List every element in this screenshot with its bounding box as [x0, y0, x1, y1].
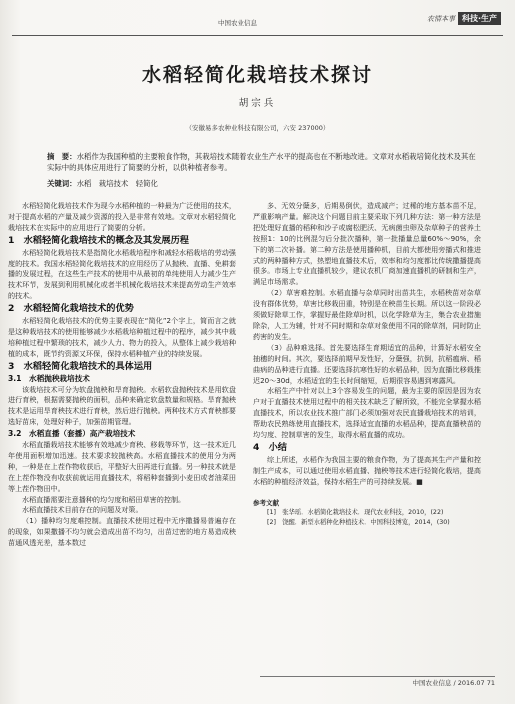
header-column-tag [427, 12, 501, 25]
section-2-heading: 2 水稻轻简化栽培技术的优势 [8, 303, 134, 315]
section-3-2-paragraph: 水稻直播栽培技术能够有效地减少育秧、移栽等环节，这一技术近几年使用面积增加迅速。技术要求较抛秧高。水稻直播技术的使用分为两种，一种是在上茬作物收获后，平整好大田再进行直播。另一种技术就是在上茬作物没有收获前就运用直播技术，将稻种套播到小麦田或者油菜田等上茬作物田中。 [8, 440, 236, 493]
abstract-label: 摘 要： [47, 152, 77, 161]
section-3-2-paragraph-3: 水稻直播技术目前存在的问题及对策。 [22, 505, 143, 515]
section-3-1-paragraph: 该栽培技术可分为软盘抛秧和旱育抛秧。水稻软盘抛秧技术是用软盘进行育秧，根据需要抛秧的面积，品种来确定软盘数量和规格。旱育抛秧技术是运用旱育秧技术进行育秧，然后进行抛秧。两种技术方式育秧都要选好苗床，处理好种子，加强苗期管理。 [8, 384, 236, 427]
article-author: 胡宗兵 [238, 98, 277, 109]
keywords-label: 关键词： [47, 179, 77, 188]
header-journal-name: 中国农业信息 [218, 19, 257, 27]
section-3-heading: 3 水稻轻简化栽培技术的具体运用 [8, 360, 153, 372]
references-heading: 参考文献 [253, 498, 279, 507]
right-paragraph-2: （2）草害难控制。水稻直播与杂草同时出苗共生，水稻秧苗对杂草没有群体优势，草害比移栽田重，特别是在秧苗生长期。所以这一阶段必须做好除草工作，掌握好最佳除草时机，以化学除草为主，集合农业措施除杂，人工为辅，针对不同时期和杂草对象使用不同的除草剂，同时防止药害的发生。 [253, 288, 481, 341]
header-column-name: 农情本事 [426, 14, 455, 23]
section-4-heading: 4 小结 [253, 441, 287, 453]
section-1-paragraph: 水稻轻简化栽培技术是指简化水稻栽培程序和减轻水稻栽培的劳动强度的技术。我国水稻轻简化栽培技术的应用经历了从抛秧、直播、免耕套播的发展过程，在这些生产技术的使用中从最初的单纯使用人力减少生产技术环节，发展到利用机械化或者半机械化栽培技术来提高劳动生产效率的技术。 [8, 247, 236, 301]
article-title: 水稻轻简化栽培技术探讨 [141, 64, 373, 86]
footer-rule [260, 676, 495, 677]
right-paragraph-4: 水稻生产中针对以上3个容易发生的问题，最为主要的原因是因为农户对于直播技术使用过程中的相关技术缺乏了解所致，不能完全掌握水稻直播技术，所以农业技术推广部门必须加强对农民直播栽培技术的培训，帮助农民熟练使用直播技术，选择适宜直播的水稻品种，提高直播秧苗的均匀度、控制草害的发生，取得水稻直播的成功。 [253, 386, 481, 440]
keywords [47, 178, 477, 189]
abstract [47, 151, 477, 173]
section-1-heading: 1 水稻轻简化栽培技术的概念及其发展历程 [8, 234, 189, 246]
section-3-1-heading: 3.1 水稻抛秧栽培技术 [8, 373, 90, 383]
right-paragraph-1: 多、无效分蘖多，后期易倒伏，造成减产；过稀的地方基本苗不足，严重影响产量。解决这个问题目前主要采取下列几种方法：第一种方法是把处理好直播的稻种和沙子或腐松肥沃、无病菌虫卵及杂草种子的营养土按照1：10的比例混匀后分批次播种，第一批播量总量60%～90%，余下的第二次补播。第二种方法是使用播种机，目前大都使用旁播式和推进式的两种播种方式，热塑地直播技术后，效率和均匀度都比传统撒播提高很多。市场上专业直播机较少，建议农机厂商加速直播机的研制和生产，满足市场需求。 [253, 201, 481, 287]
page-footer: 中国农业信息 / 2016.07 71 [412, 679, 495, 687]
section-3-2-paragraph-2: 水稻直播需要注意播种的均匀度和稻田草害的控制。 [22, 494, 186, 504]
article-affiliation: （安徽易多农种业科技有限公司，六安 237000） [185, 124, 330, 132]
section-3-2-heading: 3.2 水稻直播（套播）高产栽培技术 [8, 429, 136, 439]
running-header [0, 8, 515, 30]
section-2-paragraph: 水稻轻简化栽培技术的优势主要表现在“简化”2个字上，简而言之就是这种栽培技术的使用能够减少水稻栽培种植过程中的程序，减少其中栽培种植过程中繁琐的技术，减少人力、物力的投入，从整体上减少栽培种植的成本，既节约资源又环保，保持水稻种植产业的持续发展。 [8, 316, 236, 358]
abstract-text: 水稻作为我国种植的主要粮食作物，其栽培技术随着农业生产水平的提高也在不断地改进。文章对水稻栽培简化技术及其在实际中的具体应用进行了简要的分析，以供种植者参考。 [47, 152, 476, 172]
keywords-text: 水稻 栽培技术 轻简化 [76, 179, 158, 188]
header-column-badge: 科技·生产 [458, 12, 501, 25]
section-4-paragraph: 综上所述，水稻作为我国主要的粮食作物，为了提高其生产产量和控制生产成本，可以通过使用水稻直播、抛秧等技术进行轻简化栽培，提高水稻的种植经济效益，保持水稻生产的可持续发展。■ [253, 454, 481, 486]
right-column [253, 201, 481, 528]
section-3-2-item-1: （1）播种均匀度难控制。直播技术使用过程中无序撒播易普遍存在的现象，如果撒播不均匀就会造成出苗不均匀，出苗过密的地方易造成秧苗通风透光差，基本数过 [8, 516, 236, 548]
intro-paragraph: 水稻轻简化栽培技术作为现今水稻种植的一种最为广泛使用的技术，对于提高水稻的产量及减少资源的投入是非常有效地。文章对水稻轻简化栽培技术在实际中的应用进行了简要的分析。 [8, 201, 236, 232]
reference-1: [1] 张华瑶．水稻简化栽培技术．现代农业科技，2010，(22) [267, 509, 444, 517]
header-rule [12, 35, 503, 36]
left-column [8, 201, 236, 549]
reference-2: [2] 饶醒．新型水稻种化种植技术．中国科技博览，2014，(30) [267, 519, 450, 527]
right-paragraph-3: （3）品种难选择。首先要选择生育期适宜的品种，计算好水稻安全抽穗的时间。其次，要选择前期早发性好，分蘖强，抗倒，抗稻瘟病、稻曲病的品种进行直播。还要选择抗寒性好的水稻品种，因为直播比移栽推迟20～30d，水稻适宜的生长时间缩短，后期很容易遇到寒露风。 [253, 342, 481, 385]
